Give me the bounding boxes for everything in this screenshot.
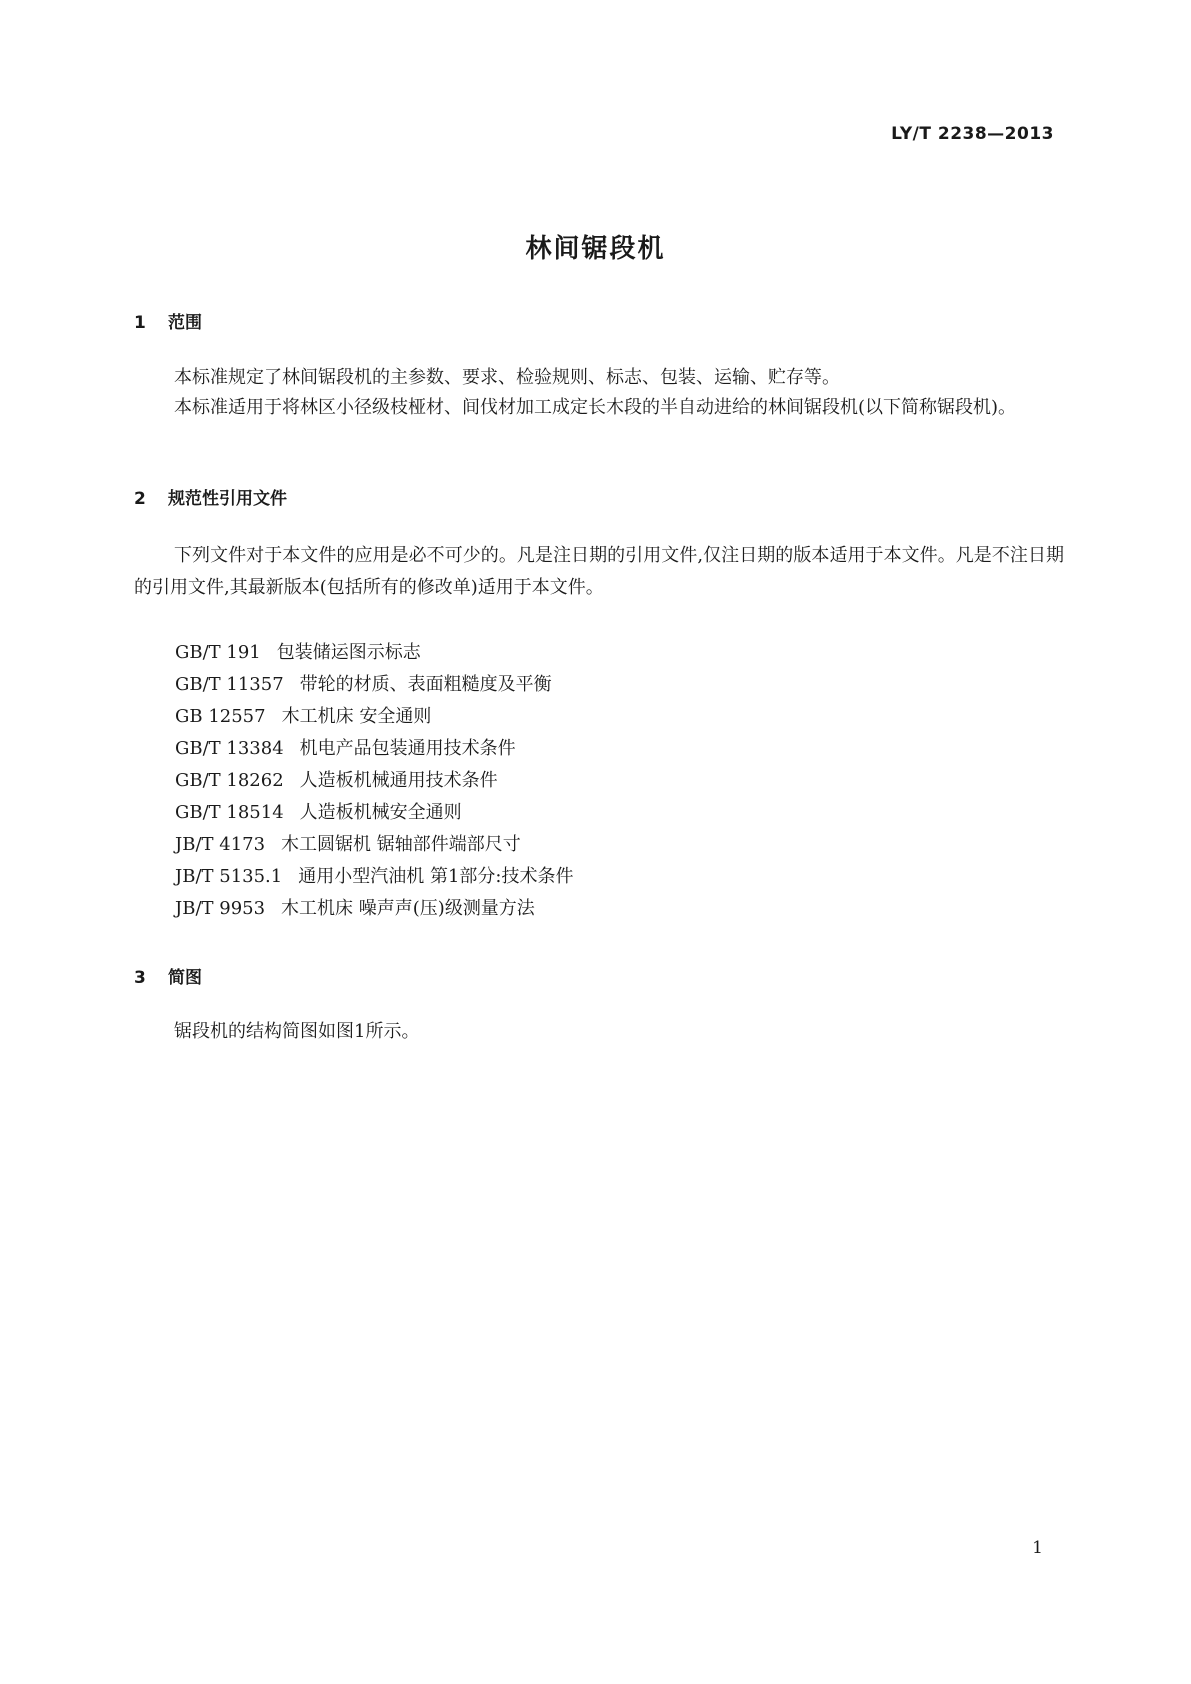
scope-paragraph-1: 本标准规定了林间锯段机的主参数、要求、检验规则、标志、包装、运输、贮存等。: [174, 367, 840, 388]
reference-title: 木工机床 噪声声(压)级测量方法: [281, 898, 535, 919]
reference-item: [175, 765, 573, 797]
reference-title: 人造板机械通用技术条件: [299, 770, 498, 791]
reference-code: JB/T 4173: [175, 834, 266, 855]
reference-title: 木工机床 安全通则: [281, 706, 432, 727]
reference-title: 包装储运图示标志: [276, 642, 421, 663]
page-number: 1: [1032, 1538, 1043, 1558]
reference-code: JB/T 5135.1: [175, 866, 283, 887]
reference-item: [175, 893, 573, 925]
reference-item: [175, 861, 573, 893]
reference-item: [175, 733, 573, 765]
section-number: 2: [134, 489, 146, 509]
reference-code: JB/T 9953: [175, 898, 266, 919]
section-title: 范围: [168, 313, 202, 333]
reference-item: [175, 797, 573, 829]
reference-code: GB/T 18262: [175, 770, 284, 791]
reference-list: [175, 637, 573, 925]
reference-item: [175, 701, 573, 733]
reference-title: 人造板机械安全通则: [299, 802, 462, 823]
reference-code: GB/T 13384: [175, 738, 284, 759]
reference-code: GB 12557: [175, 706, 266, 727]
document-title: 林间锯段机: [525, 234, 666, 264]
diagram-paragraph: 锯段机的结构简图如图1所示。: [174, 1021, 420, 1042]
section-heading-scope: [134, 308, 202, 333]
standard-code: LY/T 2238—2013: [891, 124, 1054, 144]
reference-code: GB/T 191: [175, 642, 261, 663]
reference-item: [175, 829, 573, 861]
reference-title: 带轮的材质、表面粗糙度及平衡: [299, 674, 552, 695]
reference-title: 机电产品包装通用技术条件: [299, 738, 516, 759]
section-number: 1: [134, 313, 146, 333]
reference-title: 通用小型汽油机 第1部分:技术条件: [298, 866, 574, 887]
section-heading-diagram: [134, 963, 202, 988]
reference-item: [175, 669, 573, 701]
scope-paragraph-2: 本标准适用于将林区小径级枝桠材、间伐材加工成定长木段的半自动进给的林间锯段机(以下简称锯段机)。: [174, 397, 1017, 418]
reference-code: GB/T 18514: [175, 802, 284, 823]
section-title: 规范性引用文件: [168, 489, 287, 509]
section-number: 3: [134, 968, 146, 988]
section-heading-normative-references: [134, 484, 287, 509]
references-intro-paragraph: 下列文件对于本文件的应用是必不可少的。凡是注日期的引用文件,仅注日期的版本适用于本文件。凡是不注日期的引用文件,其最新版本(包括所有的修改单)适用于本文件。: [134, 545, 1064, 598]
reference-item: [175, 637, 573, 669]
reference-title: 木工圆锯机 锯轴部件端部尺寸: [281, 834, 521, 855]
reference-code: GB/T 11357: [175, 674, 284, 695]
section-title: 简图: [168, 968, 202, 988]
